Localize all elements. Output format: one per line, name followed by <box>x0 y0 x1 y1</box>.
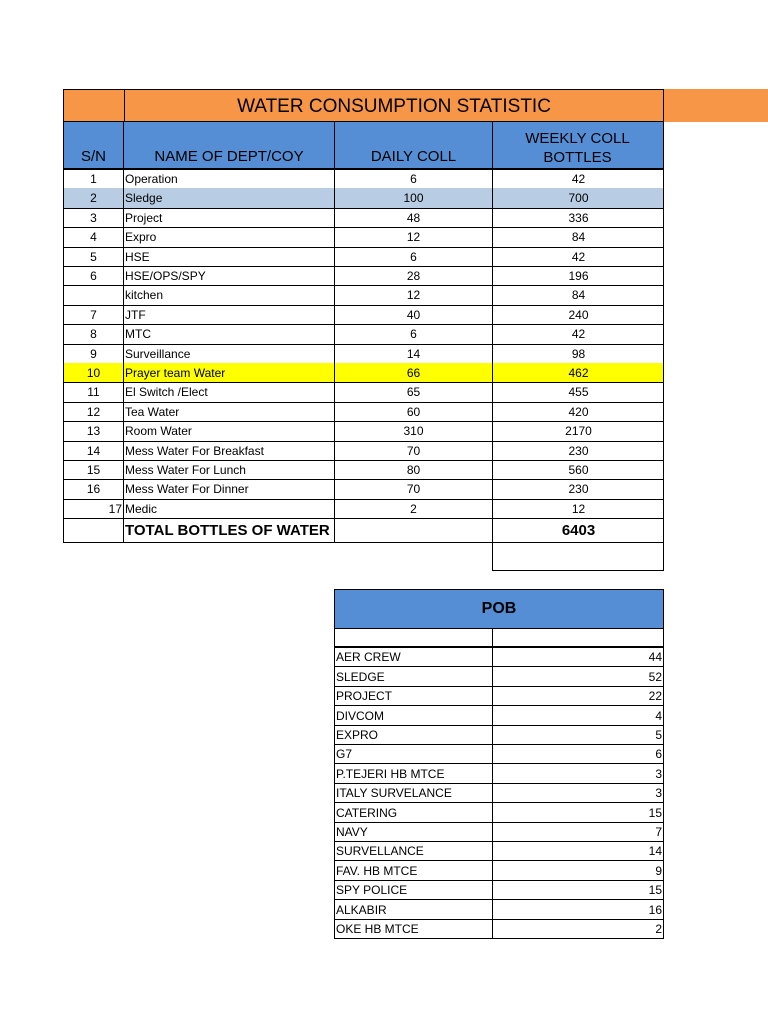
header-weekly: WEEKLY COLL BOTTLES <box>525 130 630 166</box>
dept-name-cell: Surveillance <box>125 347 191 361</box>
sn-cell: 7 <box>90 308 97 322</box>
weekly-coll-cell: 462 <box>568 366 589 380</box>
daily-coll-cell: 70 <box>406 444 421 458</box>
pob-value-cell: 2 <box>655 922 662 936</box>
daily-coll-cell: 80 <box>406 463 421 477</box>
sn-cell: 6 <box>90 269 97 283</box>
weekly-coll-cell: 230 <box>568 444 589 458</box>
pob-name-cell: FAV. HB MTCE <box>336 864 418 878</box>
dept-name-cell: Medic <box>125 502 158 516</box>
pob-value-cell: 15 <box>648 883 662 897</box>
daily-coll-cell: 66 <box>406 366 421 380</box>
pob-name-cell: SLEDGE <box>336 670 385 684</box>
pob-value-cell: 44 <box>648 650 662 664</box>
pob-value-cell: 3 <box>655 767 662 781</box>
dept-name-cell: JTF <box>125 308 146 322</box>
weekly-coll-cell: 560 <box>568 463 589 477</box>
dept-name-cell: El Switch /Elect <box>125 385 208 399</box>
daily-coll-cell: 65 <box>406 385 421 399</box>
weekly-coll-cell: 12 <box>571 502 586 516</box>
sn-cell: 16 <box>86 482 101 496</box>
daily-coll-cell: 28 <box>406 269 421 283</box>
header-daily: DAILY COLL <box>370 148 457 165</box>
sn-cell: 14 <box>86 444 101 458</box>
sn-cell: 5 <box>90 250 97 264</box>
weekly-coll-cell: 98 <box>571 347 586 361</box>
dept-name-cell: Mess Water For Breakfast <box>125 444 264 458</box>
daily-coll-cell: 70 <box>406 482 421 496</box>
dept-name-cell: Project <box>125 211 163 225</box>
weekly-coll-cell: 420 <box>568 405 589 419</box>
weekly-coll-cell: 84 <box>571 288 586 302</box>
daily-coll-cell: 12 <box>406 230 421 244</box>
dept-name-cell: kitchen <box>125 288 164 302</box>
pob-value-cell: 7 <box>655 825 662 839</box>
dept-name-cell: Room Water <box>125 424 192 438</box>
pob-name-cell: ALKABIR <box>336 903 387 917</box>
pob-title: POB <box>481 600 517 617</box>
daily-coll-cell: 100 <box>403 191 424 205</box>
dept-name-cell: HSE/OPS/SPY <box>125 269 206 283</box>
weekly-coll-cell: 240 <box>568 308 589 322</box>
total-label: TOTAL BOTTLES OF WATER <box>125 522 330 539</box>
pob-name-cell: OKE HB MTCE <box>336 922 419 936</box>
header-sn: S/N <box>80 148 106 165</box>
pob-name-cell: PROJECT <box>336 689 393 703</box>
sn-cell: 8 <box>90 327 97 341</box>
weekly-coll-cell: 42 <box>571 250 586 264</box>
pob-value-cell: 15 <box>648 806 662 820</box>
sn-cell: 4 <box>90 230 97 244</box>
sn-cell: 12 <box>86 405 101 419</box>
sn-cell: 17 <box>108 502 122 516</box>
header-name: NAME OF DEPT/COY <box>154 148 304 165</box>
daily-coll-cell: 14 <box>406 347 421 361</box>
pob-value-cell: 5 <box>655 728 662 742</box>
empty-cell <box>492 542 664 571</box>
weekly-coll-cell: 42 <box>571 327 586 341</box>
weekly-coll-cell: 42 <box>571 172 586 186</box>
dept-name-cell: Mess Water For Lunch <box>125 463 246 477</box>
sn-cell: 15 <box>86 463 101 477</box>
daily-coll-cell: 310 <box>403 424 424 438</box>
dept-name-cell: Expro <box>125 230 157 244</box>
daily-coll-cell: 6 <box>410 172 417 186</box>
daily-coll-cell: 40 <box>406 308 421 322</box>
sn-cell: 2 <box>90 191 97 205</box>
daily-coll-cell: 6 <box>410 250 417 264</box>
dept-name-cell: Sledge <box>125 191 163 205</box>
weekly-coll-cell: 230 <box>568 482 589 496</box>
table-title: WATER CONSUMPTION STATISTIC <box>124 89 664 122</box>
sn-cell: 11 <box>87 385 100 399</box>
pob-value-cell: 3 <box>655 786 662 800</box>
pob-name-cell: NAVY <box>336 825 368 839</box>
daily-coll-cell: 2 <box>410 502 417 516</box>
pob-name-cell: CATERING <box>336 806 398 820</box>
pob-value-cell: 9 <box>655 864 662 878</box>
sn-cell: 9 <box>90 347 97 361</box>
daily-coll-cell: 60 <box>406 405 421 419</box>
dept-name-cell: Tea Water <box>125 405 180 419</box>
dept-name-cell: MTC <box>125 327 151 341</box>
weekly-coll-cell: 700 <box>568 191 589 205</box>
pob-name-cell: P.TEJERI HB MTCE <box>336 767 445 781</box>
pob-value-cell: 22 <box>648 689 662 703</box>
pob-value-cell: 4 <box>655 709 662 723</box>
daily-coll-cell: 12 <box>406 288 421 302</box>
pob-name-cell: G7 <box>336 747 353 761</box>
weekly-coll-cell: 196 <box>568 269 589 283</box>
total-value: 6403 <box>561 522 596 539</box>
dept-name-cell: Mess Water For Dinner <box>125 482 249 496</box>
title-sn-blank <box>63 89 124 122</box>
daily-coll-cell: 48 <box>406 211 421 225</box>
pob-name-cell: SPY POLICE <box>336 883 408 897</box>
pob-table <box>0 580 768 980</box>
dept-name-cell: Prayer team Water <box>125 366 226 380</box>
pob-name-cell: EXPRO <box>336 728 379 742</box>
pob-value-cell: 14 <box>648 844 662 858</box>
daily-coll-cell: 6 <box>410 327 417 341</box>
sn-cell <box>63 285 124 305</box>
weekly-coll-cell: 455 <box>568 385 589 399</box>
pob-name-cell: ITALY SURVELANCE <box>336 786 452 800</box>
pob-value-cell: 52 <box>648 670 662 684</box>
sn-cell: 3 <box>90 211 97 225</box>
pob-name-cell: SURVELLANCE <box>336 844 424 858</box>
sn-cell: 1 <box>90 172 97 186</box>
dept-name-cell: HSE <box>125 250 150 264</box>
weekly-coll-cell: 2170 <box>565 424 592 438</box>
pob-blank-row <box>334 628 664 647</box>
pob-name-cell: AER CREW <box>336 650 401 664</box>
weekly-coll-cell: 336 <box>568 211 589 225</box>
sn-cell: 13 <box>86 424 101 438</box>
sn-cell: 10 <box>86 366 101 380</box>
pob-name-cell: DIVCOM <box>336 709 384 723</box>
pob-value-cell: 6 <box>655 747 662 761</box>
pob-value-cell: 16 <box>648 903 662 917</box>
dept-name-cell: Operation <box>125 172 178 186</box>
weekly-coll-cell: 84 <box>571 230 586 244</box>
